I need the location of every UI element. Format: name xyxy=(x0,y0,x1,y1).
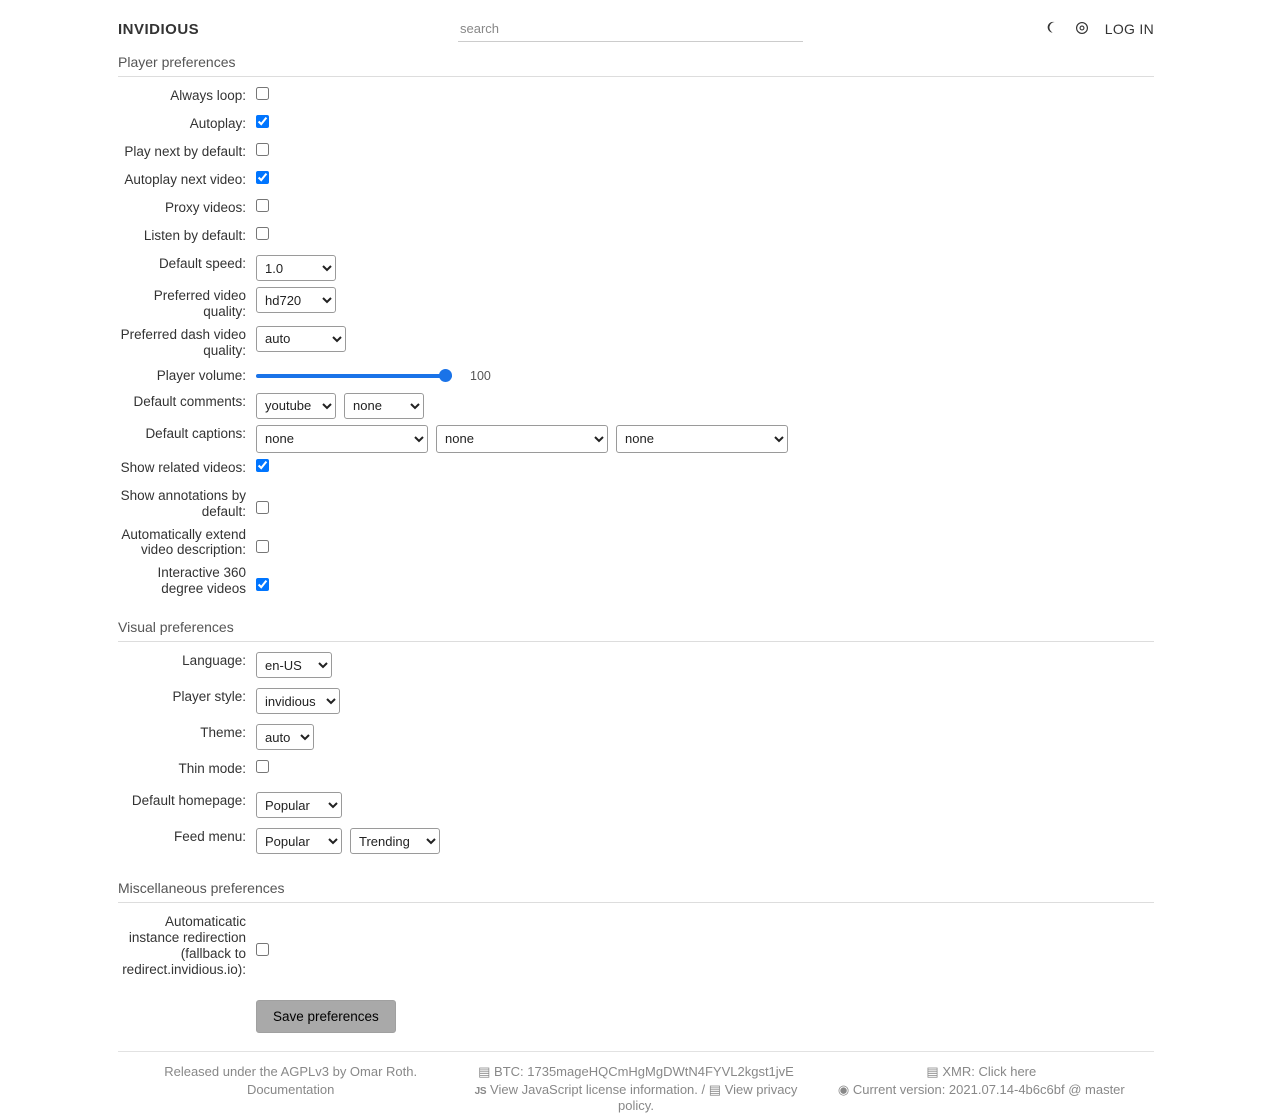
label-play-next: Play next by default: xyxy=(124,144,246,159)
row-player-volume xyxy=(118,365,1154,387)
label-preferred-dash-quality: Preferred dash video quality: xyxy=(120,326,246,358)
book-icon: ▤ xyxy=(708,1082,722,1098)
label-default-speed: Default speed: xyxy=(158,256,246,271)
label-theme: Theme: xyxy=(200,725,246,741)
checkbox-proxy-videos[interactable] xyxy=(256,199,269,212)
row-theme xyxy=(118,724,1154,750)
label-interactive-360: Interactive 360 degree videos xyxy=(157,565,246,597)
search-container xyxy=(458,17,803,42)
row-default-captions xyxy=(118,425,1154,453)
checkbox-show-annotations[interactable] xyxy=(256,501,269,514)
label-auto-instance-redirect: Automaticatic instance redirection (fallback to redirect.invidious.io): xyxy=(122,914,246,977)
row-autoplay xyxy=(118,115,1154,137)
slider-player-volume[interactable] xyxy=(256,374,452,378)
label-feed-menu: Feed menu: xyxy=(173,829,246,845)
select-default-speed[interactable] xyxy=(256,255,336,281)
footer-col-version xyxy=(809,1064,1154,1116)
footer-xmr-line xyxy=(815,1064,1148,1079)
footer-xmr-label: XMR: xyxy=(942,1063,979,1079)
select-feed-menu-1[interactable] xyxy=(256,828,342,854)
select-default-captions-2[interactable] xyxy=(436,425,608,453)
row-auto-instance-redirect xyxy=(118,913,1154,978)
select-default-comments-1[interactable] xyxy=(256,393,336,419)
label-thin-mode: Thin mode: xyxy=(178,761,246,777)
label-player-volume: Player volume: xyxy=(156,368,246,384)
label-preferred-quality: Preferred video quality: xyxy=(153,288,246,319)
github-icon: ◉ xyxy=(837,1082,850,1098)
footer-privacy-link[interactable]: View privacy policy. xyxy=(618,1082,798,1114)
select-default-captions-3[interactable] xyxy=(616,425,788,453)
moon-icon[interactable] xyxy=(1045,21,1059,37)
checkbox-autoplay-next[interactable] xyxy=(256,171,269,184)
label-language: Language: xyxy=(182,653,246,669)
label-proxy-videos: Proxy videos: xyxy=(164,200,246,215)
footer-version-text[interactable]: Current version: 2021.07.14-4b6c6bf @ master xyxy=(852,1082,1125,1098)
checkbox-listen-default[interactable] xyxy=(256,227,269,240)
js-badge-icon: JS xyxy=(474,1086,487,1098)
row-preferred-dash-quality xyxy=(118,326,1154,359)
label-show-related: Show related videos: xyxy=(120,459,246,475)
section-title-misc: Miscellaneous preferences xyxy=(118,880,1154,903)
checkbox-auto-instance-redirect[interactable] xyxy=(256,943,269,956)
navbar-right xyxy=(803,21,1154,37)
label-autoplay: Autoplay: xyxy=(189,116,246,131)
row-player-style xyxy=(118,688,1154,714)
row-default-homepage xyxy=(118,792,1154,818)
server-icon: ▤ xyxy=(478,1063,491,1079)
row-language xyxy=(118,652,1154,678)
checkbox-always-loop[interactable] xyxy=(256,87,269,100)
row-play-next xyxy=(118,143,1154,165)
row-always-loop xyxy=(118,87,1154,109)
select-default-homepage[interactable] xyxy=(256,792,342,818)
select-theme[interactable] xyxy=(256,724,314,750)
label-autoplay-next: Autoplay next video: xyxy=(124,172,246,187)
search-input[interactable] xyxy=(458,17,803,42)
select-default-comments-2[interactable] xyxy=(344,393,424,419)
select-player-style[interactable] xyxy=(256,688,340,714)
checkbox-show-related[interactable] xyxy=(256,459,269,472)
label-listen-default: Listen by default: xyxy=(143,228,246,243)
footer-col-donate xyxy=(463,1064,808,1116)
row-proxy-videos xyxy=(118,199,1154,221)
footer-agpl-text: Released under the AGPLv3 by Omar Roth. xyxy=(164,1063,418,1079)
footer-js-license-link[interactable]: View JavaScript license information. xyxy=(490,1082,698,1098)
row-feed-menu xyxy=(118,828,1154,854)
section-title-player: Player preferences xyxy=(118,54,1154,77)
row-default-speed xyxy=(118,255,1154,281)
footer-documentation-link[interactable]: Documentation xyxy=(246,1082,335,1098)
preferences-page xyxy=(0,54,1272,1033)
checkbox-thin-mode[interactable] xyxy=(256,760,269,773)
row-listen-default xyxy=(118,227,1154,249)
footer-btc-line xyxy=(469,1064,802,1079)
label-default-comments: Default comments: xyxy=(133,393,246,409)
footer-xmr-link[interactable]: Click here xyxy=(978,1063,1037,1079)
label-default-captions: Default captions: xyxy=(145,425,246,441)
label-default-homepage: Default homepage: xyxy=(131,793,246,809)
label-always-loop: Always loop: xyxy=(170,88,246,103)
checkbox-play-next[interactable] xyxy=(256,143,269,156)
select-preferred-dash-quality[interactable] xyxy=(256,326,346,352)
top-navbar xyxy=(0,0,1272,54)
row-preferred-quality xyxy=(118,287,1154,320)
footer-col-license xyxy=(118,1064,463,1116)
save-preferences-button[interactable]: Save preferences xyxy=(256,1000,396,1033)
gear-icon[interactable] xyxy=(1075,21,1089,37)
label-player-style: Player style: xyxy=(172,689,246,705)
section-title-visual: Visual preferences xyxy=(118,619,1154,642)
checkbox-extend-description[interactable] xyxy=(256,540,269,553)
login-link[interactable]: LOG IN xyxy=(1104,21,1154,37)
save-row xyxy=(118,1000,1154,1033)
player-volume-value: 100 xyxy=(470,368,491,383)
server-icon-xmr: ▤ xyxy=(926,1063,939,1079)
row-show-annotations xyxy=(118,487,1154,520)
label-show-annotations: Show annotations by default: xyxy=(120,487,246,519)
checkbox-autoplay[interactable] xyxy=(256,115,269,128)
select-preferred-quality[interactable] xyxy=(256,287,336,313)
row-extend-description xyxy=(118,526,1154,559)
brand-logo[interactable]: INVIDIOUS xyxy=(118,20,200,38)
footer-js-line xyxy=(469,1082,802,1113)
label-extend-description: Automatically extend video description: xyxy=(121,526,246,558)
select-feed-menu-2[interactable] xyxy=(350,828,440,854)
select-default-captions-1[interactable] xyxy=(256,425,428,453)
select-language[interactable] xyxy=(256,652,332,678)
row-default-comments xyxy=(118,393,1154,419)
row-interactive-360 xyxy=(118,564,1154,597)
footer xyxy=(118,1051,1154,1116)
footer-separator: / xyxy=(701,1082,706,1098)
checkbox-interactive-360[interactable] xyxy=(256,578,269,591)
footer-btc-text[interactable]: BTC: 1735mageHQCmHgMgDWtN4FYVL2kgst1jvE xyxy=(494,1063,794,1079)
row-autoplay-next xyxy=(118,171,1154,193)
footer-version-line xyxy=(815,1082,1148,1097)
row-thin-mode xyxy=(118,760,1154,782)
row-show-related xyxy=(118,459,1154,481)
